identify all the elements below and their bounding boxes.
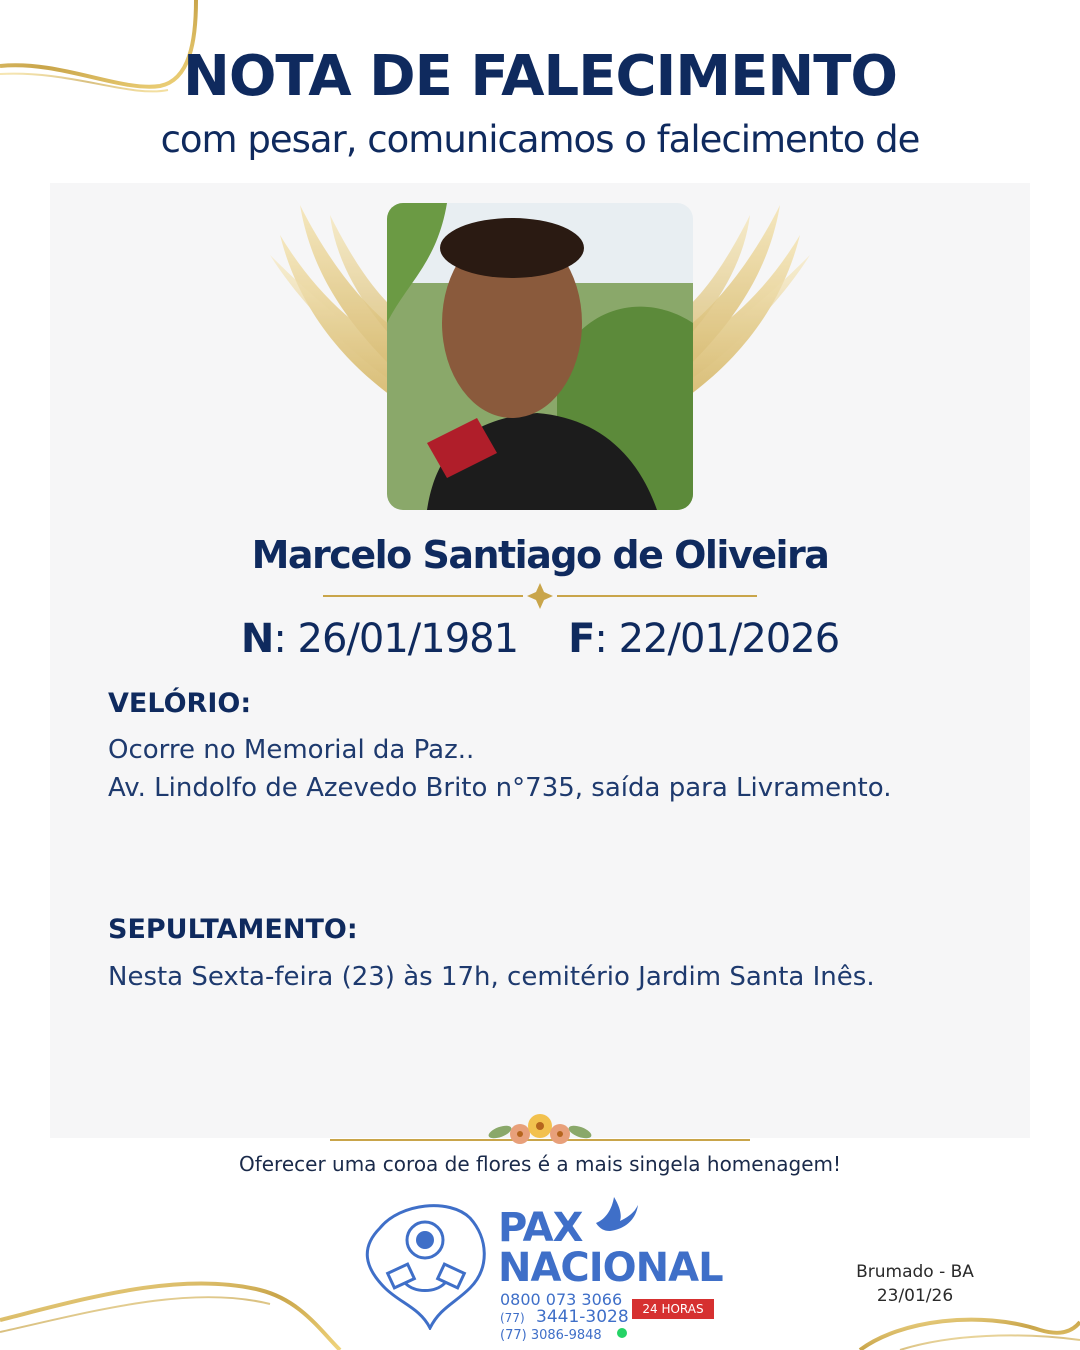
deceased-name: Marcelo Santiago de Oliveira: [251, 533, 829, 577]
phone-whatsapp: (77) 3086-9848: [500, 1328, 602, 1343]
velorio-heading: VELÓRIO:: [108, 688, 252, 719]
page-title: NOTA DE FALECIMENTO: [182, 44, 898, 109]
location-date: [820, 1260, 1010, 1308]
deceased-photo: [387, 203, 693, 510]
dove-icon: [592, 1195, 640, 1235]
velorio-line-1: Ocorre no Memorial da Paz..: [108, 735, 475, 765]
life-dates: N: 26/01/1981 F: 22/01/2026: [240, 616, 840, 662]
sepultamento-heading: SEPULTAMENTO:: [108, 914, 358, 945]
issue-date: 23/01/26: [876, 1286, 954, 1306]
brazil-map-logo-icon: [360, 1198, 490, 1330]
tribute-text: Oferecer uma coroa de flores é a mais singela homenagem!: [238, 1152, 842, 1176]
birth-label: N: [240, 616, 274, 662]
page-subtitle: com pesar, comunicamos o falecimento de: [160, 118, 920, 161]
city-text: Brumado - BA: [856, 1262, 974, 1282]
sepultamento-line-1: Nesta Sexta-feira (23) às 17h, cemitério Jardim Santa Inês.: [108, 962, 875, 992]
whatsapp-icon: [617, 1328, 627, 1338]
death-date: 22/01/2026: [618, 616, 840, 662]
hours-badge: 24 HORAS: [632, 1299, 714, 1319]
brand-pax: PAX: [498, 1205, 583, 1251]
flower-bouquet-icon: [330, 1108, 750, 1156]
phone-landline: 3441-3028: [536, 1307, 629, 1327]
velorio-line-2: Av. Lindolfo de Azevedo Brito n°735, saída para Livramento.: [108, 773, 892, 803]
phone-area-code: (77): [500, 1311, 525, 1325]
phone-tollfree: 0800 073 3066: [500, 1290, 623, 1309]
brand-nacional: NACIONAL: [498, 1245, 723, 1291]
death-label: F: [568, 616, 595, 662]
birth-date: 26/01/1981: [297, 616, 519, 662]
star-ornament-icon: [323, 583, 757, 609]
